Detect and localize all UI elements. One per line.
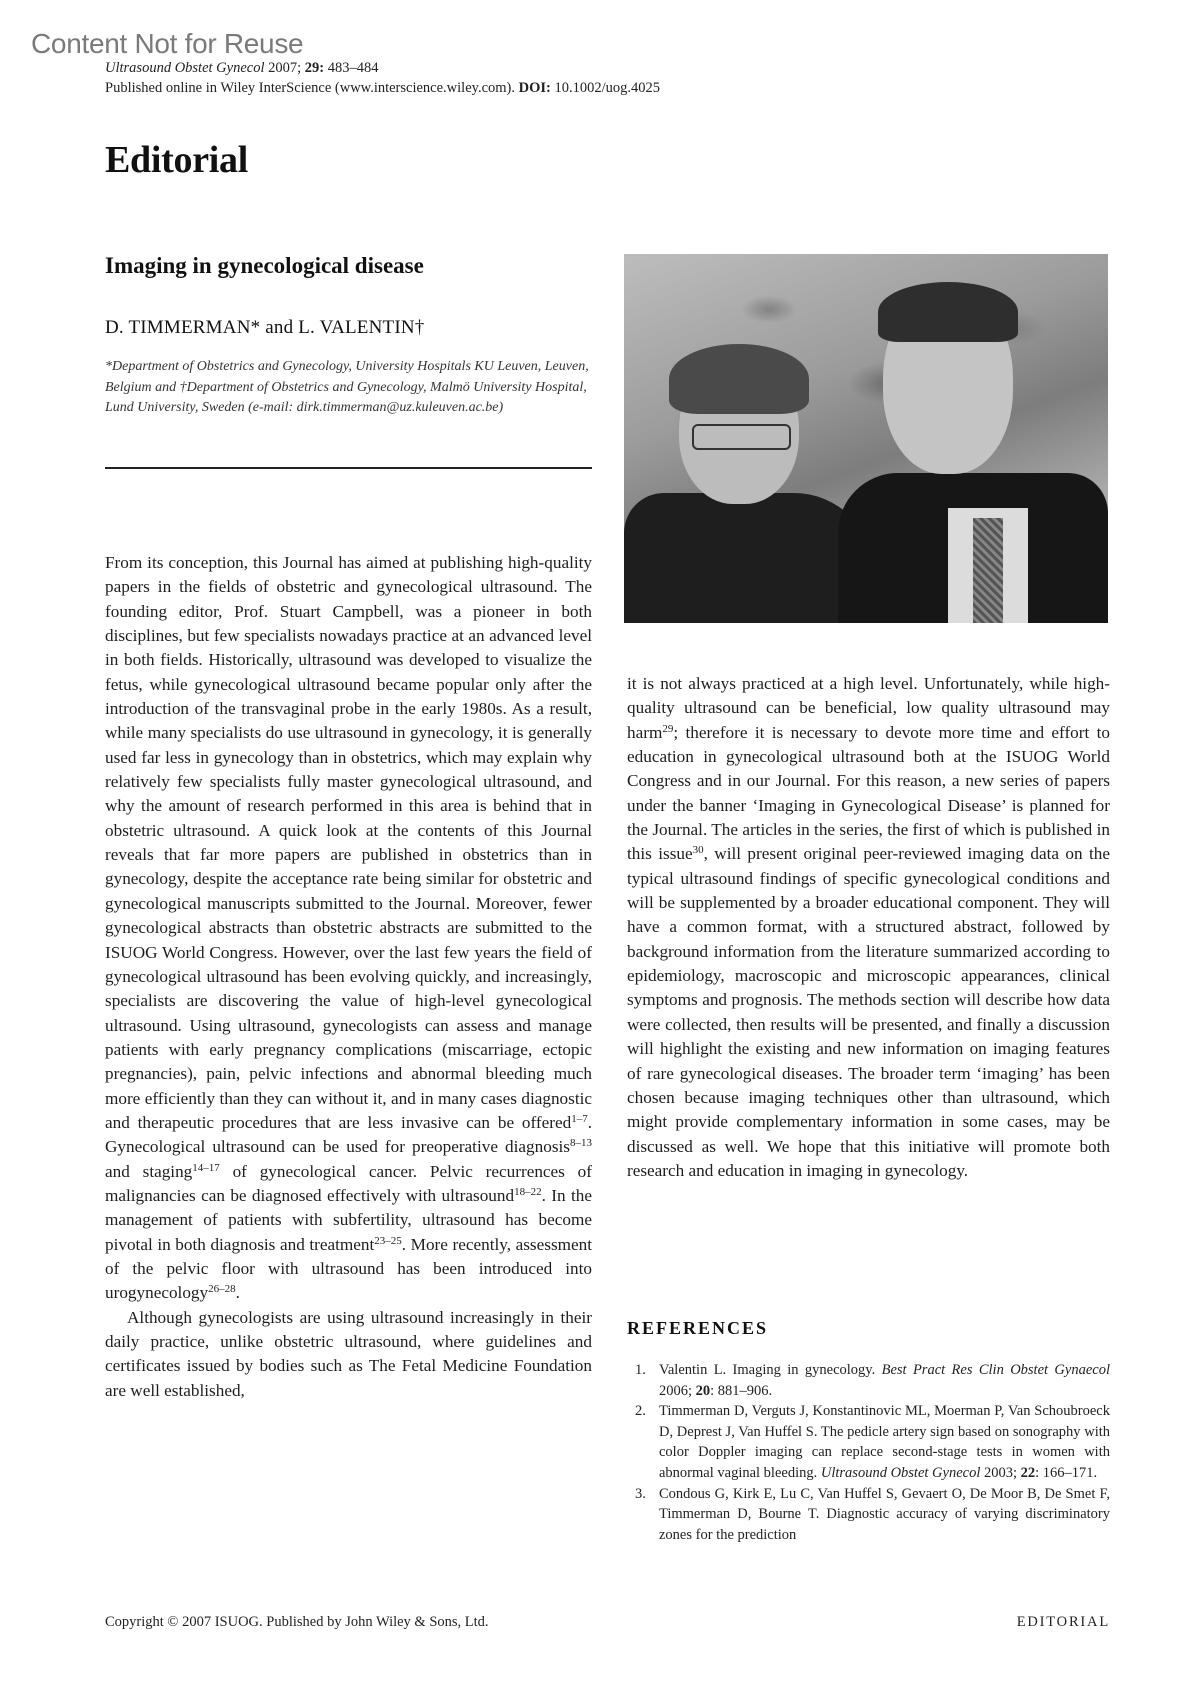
published-online: Published online in Wiley InterScience (www.interscience.wiley.com). <box>105 80 515 96</box>
journal-pages: 483–484 <box>327 60 379 76</box>
reference-item: 1. Valentin L. Imaging in gynecology. Best Pract Res Clin Obstet Gynaecol 2006; 20: 881–906. <box>635 1362 1110 1399</box>
body-paragraph-2-continued: it is not always practiced at a high level. Unfortunately, while high-quality ultrasound can be beneficial, low quality ultrasound may harm$^{29}$; therefore it is necessary to devote more time and effort to education in gynecological ultrasound both at the ISUOG World Congress and in our Journal. For this reason, a new series of papers under the banner ‘Imaging in Gynecological Disease’ is planned for the Journal. The articles in the series, the first of which is published in this issue$^{30}$, will present original peer-reviewed imaging data on the typical ultrasound findings of specific gynecological conditions and will be supplemented by a broader educational component. They will have a common format, with a structured abstract, followed by background information from the literature summarized according to epidemiology, macroscopic and microscopic appearances, clinical symptoms and prognosis. The methods section will describe how data were collected, then results will be presented, and finally a discussion will highlight the existing and new information on imaging features of rare gynecological diseases. The broader term ‘imaging’ has been chosen because imaging techniques other than ultrasound, which might provide complementary information in some cases, may be discussed as well. We hope that this initiative will promote both research and education in imaging in gynecology. <box>627 674 1110 1180</box>
authors-photo <box>624 254 1108 623</box>
article-authors: D. TIMMERMAN* and L. VALENTIN† <box>105 317 425 338</box>
person-left-glasses <box>692 424 791 450</box>
journal-volume: 29: <box>304 60 325 76</box>
body-paragraph-1: From its conception, this Journal has aimed at publishing high-quality papers in the fields of obstetric and gynecological ultrasound. The founding editor, Prof. Stuart Campbell, was a pioneer in both disciplines, but few specialists nowadays practice at an advanced level in both fields. Historically, ultrasound was developed to visualize the fetus, while gynecological ultrasound became popular only after the introduction of the transvaginal probe in the early 1980s. As a result, while many specialists do use ultrasound in gynecology, it is generally used far less in gynecology than in obstetrics, which may explain why relatively few specialists fully master gynecological ultrasound, and why the amount of research performed in this area is behind that in obstetric ultrasound. A quick look at the contents of this Journal reveals that far more papers are published in obstetrics than in gynecology, despite the acceptance rate being similar for obstetric and gynecological manuscripts submitted to the Journal. Moreover, fewer gynecological abstracts than obstetric abstracts are submitted to the ISUOG World Congress. However, over the last few years the field of gynecological ultrasound has been evolving quickly, and increasingly, specialists are discovering the value of high-level gynecological ultrasound. Using ultrasound, gynecologists can assess and manage patients with early pregnancy complications (miscarriage, ectopic pregnancies), pain, pelvic infections and abnormal bleeding much more efficiently than they can without it, and in many cases diagnostic and therapeutic procedures that are less invasive can be offered$^{1-7}$. Gynecological ultrasound can be used for preoperative diagnosis$^{8-13}$ and staging$^{14-17}$ of gynecological cancer. Pelvic recurrences of malignancies can be diagnosed effectively with ultrasound$^{18-22}$. In the management of patients with subfertility, ultrasound has become pivotal in both diagnosis and treatment$^{23-25}$. More recently, assessment of the pelvic floor with ultrasound has been introduced into urogynecology$^{26-28}$. <box>105 553 592 1303</box>
citation[interactable]: 8–13 <box>570 1137 592 1150</box>
section-heading: Editorial <box>105 139 248 181</box>
person-left-coat <box>624 493 874 623</box>
citation[interactable]: 29 <box>662 722 674 735</box>
references-heading: REFERENCES <box>627 1318 769 1338</box>
article-title: Imaging in gynecological disease <box>105 253 424 278</box>
journal-year: 2007; <box>268 60 302 76</box>
citation[interactable]: 23–25 <box>374 1234 402 1247</box>
author-affiliation: *Department of Obstetrics and Gynecology, University Hospitals KU Leuven, Leuven, Belgium and †Department of Obstetrics and Gynecology, Malmö University Hospital, Lund University, Sweden (e-mail: dirk.timmerman@uz.kuleuven.ac.be) <box>105 359 589 415</box>
person-left-hair <box>669 344 809 414</box>
person-right-hair <box>878 282 1018 342</box>
watermark: Content Not for Reuse <box>31 28 304 59</box>
citation[interactable]: 30 <box>692 844 704 857</box>
body-column-right <box>627 672 1110 1183</box>
citation[interactable]: 26–28 <box>208 1283 236 1296</box>
doi-label: DOI: <box>518 80 551 96</box>
references-list <box>627 1360 1110 1545</box>
citation[interactable]: 1–7 <box>571 1112 588 1125</box>
journal-name: Ultrasound Obstet Gynecol <box>105 60 265 76</box>
person-right-tie <box>973 518 1003 623</box>
title-divider <box>105 467 592 469</box>
doi-value[interactable]: 10.1002/uog.4025 <box>554 80 661 96</box>
body-column-left <box>105 551 592 1403</box>
body-paragraph-2-start: Although gynecologists are using ultrasound increasingly in their daily practice, unlike obstetric ultrasound, where guidelines and certificates issued by bodies such as The Fetal Medicine Foundation are well established, <box>105 1307 592 1400</box>
journal-citation <box>105 59 378 78</box>
footer-section-label: EDITORIAL <box>1016 1614 1110 1630</box>
reference-item: 2. Timmerman D, Verguts J, Konstantinovic ML, Moerman P, Van Schoubroeck D, Deprest J, Van Huffel S. The pedicle artery sign based on sonography with color Doppler imaging can replace second-stage tests in women with abnormal vaginal bleeding. Ultrasound Obstet Gynecol 2003; 22: 166–171. <box>635 1403 1110 1481</box>
citation[interactable]: 14–17 <box>192 1161 220 1174</box>
publication-info <box>105 80 660 97</box>
reference-item: 3. Condous G, Kirk E, Lu C, Van Huffel S, Gevaert O, De Moor B, De Smet F, Timmerman D, Bourne T. Diagnostic accuracy of varying discriminatory zones for the prediction <box>635 1485 1110 1543</box>
citation[interactable]: 18–22 <box>514 1185 542 1198</box>
footer-copyright: Copyright © 2007 ISUOG. Published by John Wiley & Sons, Ltd. <box>105 1614 489 1630</box>
